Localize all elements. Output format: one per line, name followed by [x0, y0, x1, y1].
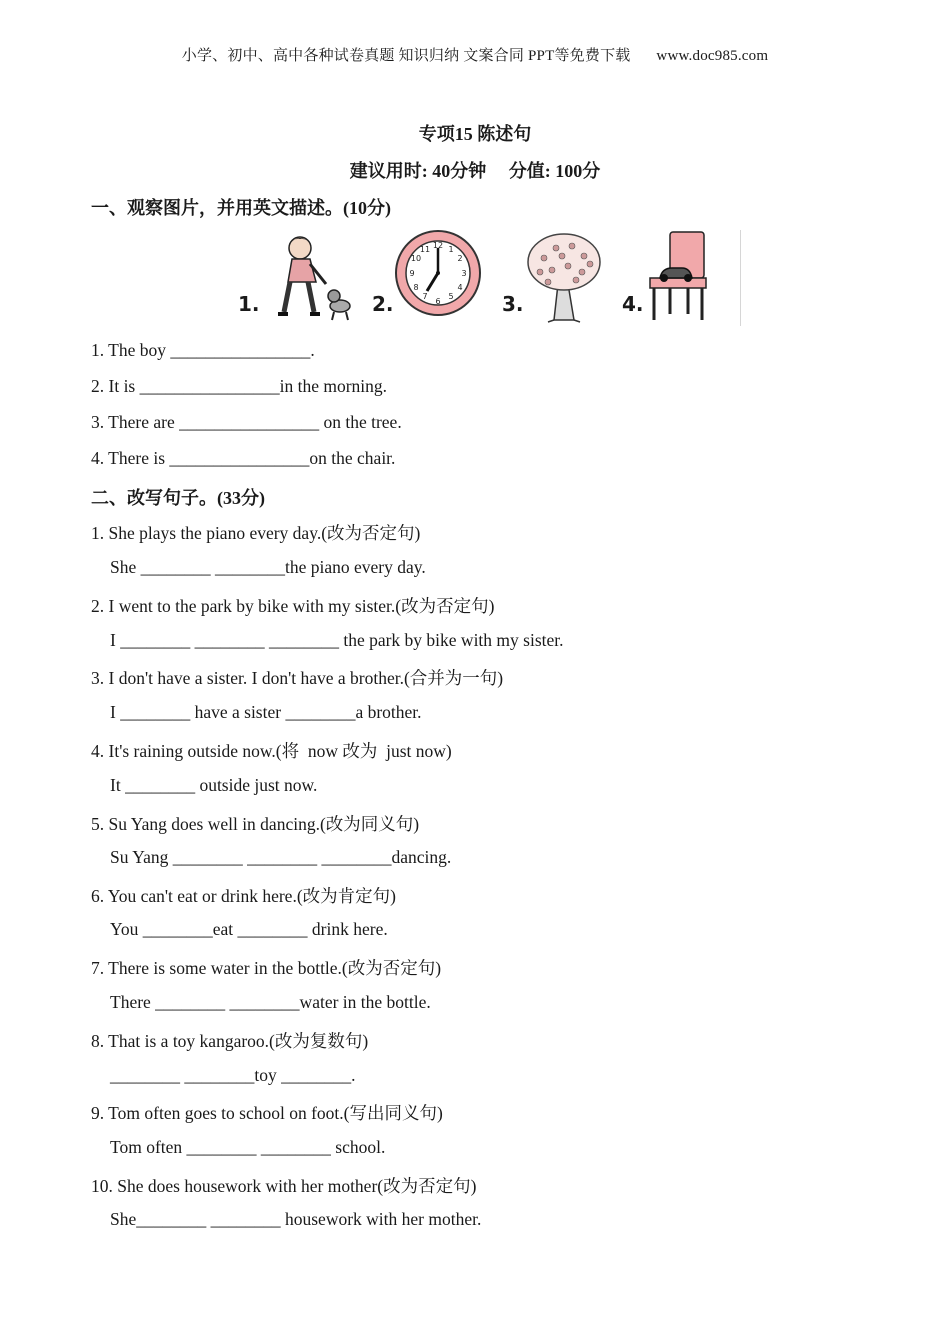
picture-number-1: 1. [238, 292, 260, 316]
s2-question-5: 5. Su Yang does well in dancing.(改为同义句) [91, 814, 420, 834]
s2-answer-9: Tom often ________ ________ school. [110, 1137, 386, 1157]
s2-answer-6: You ________eat ________ drink here. [110, 919, 388, 939]
picture-strip [230, 228, 750, 328]
s2-question-7: 7. There is some water in the bottle.(改为否定句) [91, 958, 442, 978]
s2-question-4: 4. It's raining outside now.(将 now 改为 just now) [91, 741, 452, 761]
boy-feeding-dog-icon [260, 228, 355, 324]
toy-car-on-chair-icon [644, 228, 714, 324]
s2-question-10: 10. She does housework with her mother(改为否定句) [91, 1176, 477, 1196]
section1-heading: 一、观察图片，并用英文描述。(10分) [91, 198, 391, 218]
s2-answer-3: I ________ have a sister ________a brother. [110, 702, 422, 722]
picture-number-3: 3. [502, 292, 524, 316]
s2-question-1: 1. She plays the piano every day.(改为否定句) [91, 523, 421, 543]
header-site-link[interactable]: www.doc985.com [656, 48, 769, 64]
svg-text:12: 12 [432, 241, 444, 250]
s2-answer-5: Su Yang ________ ________ ________dancing. [110, 847, 452, 867]
svg-text:3: 3 [461, 269, 467, 278]
s2-answer-1: She ________ ________the piano every day. [110, 557, 426, 577]
svg-text:11: 11 [419, 245, 431, 254]
picture-number-2: 2. [372, 292, 394, 316]
svg-text:5: 5 [448, 292, 454, 301]
s2-question-8: 8. That is a toy kangaroo.(改为复数句) [91, 1031, 369, 1051]
s2-answer-7: There ________ ________water in the bottle. [110, 992, 431, 1012]
s2-question-9: 9. Tom often goes to school on foot.(写出同义句) [91, 1103, 443, 1123]
section2-heading: 二、改写句子。(33分) [91, 488, 265, 508]
page-header [0, 44, 950, 65]
svg-text:9: 9 [409, 269, 415, 278]
header-text: 小学、初中、高中各种试卷真题 知识归纳 文案合同 PPT等免费下载 [181, 48, 631, 64]
page-title: 专项15 陈述句 [418, 124, 532, 144]
clock-icon [393, 228, 483, 318]
total-score: 分值: 100分 [508, 161, 601, 181]
svg-text:6: 6 [435, 297, 441, 306]
picture-divider [740, 230, 741, 326]
page-subtitle [0, 157, 950, 183]
svg-text:4: 4 [457, 283, 463, 292]
s1-item-2: 2. It is ________________in the morning. [91, 376, 388, 396]
svg-text:1: 1 [448, 245, 454, 254]
flower-tree-icon [524, 228, 604, 324]
s2-answer-4: It ________ outside just now. [110, 775, 318, 795]
s2-question-6: 6. You can't eat or drink here.(改为肯定句) [91, 886, 396, 906]
s1-item-4: 4. There is ________________on the chair. [91, 448, 396, 468]
s2-question-3: 3. I don't have a sister. I don't have a brother.(合并为一句) [91, 668, 504, 688]
s1-item-3: 3. There are ________________ on the tree. [91, 412, 402, 432]
s2-answer-2: I ________ ________ ________ the park by bike with my sister. [110, 630, 564, 650]
s2-question-2: 2. I went to the park by bike with my sister.(改为否定句) [91, 596, 495, 616]
s2-answer-10: She________ ________ housework with her mother. [110, 1209, 482, 1229]
picture-number-4: 4. [622, 292, 644, 316]
s2-answer-8: ________ ________toy ________. [110, 1065, 356, 1085]
suggested-time: 建议用时: 40分钟 [349, 161, 487, 181]
s1-item-1: 1. The boy ________________. [91, 340, 315, 360]
svg-text:2: 2 [457, 254, 463, 263]
svg-text:7: 7 [422, 292, 428, 301]
svg-text:8: 8 [413, 283, 419, 292]
svg-text:10: 10 [410, 254, 422, 263]
